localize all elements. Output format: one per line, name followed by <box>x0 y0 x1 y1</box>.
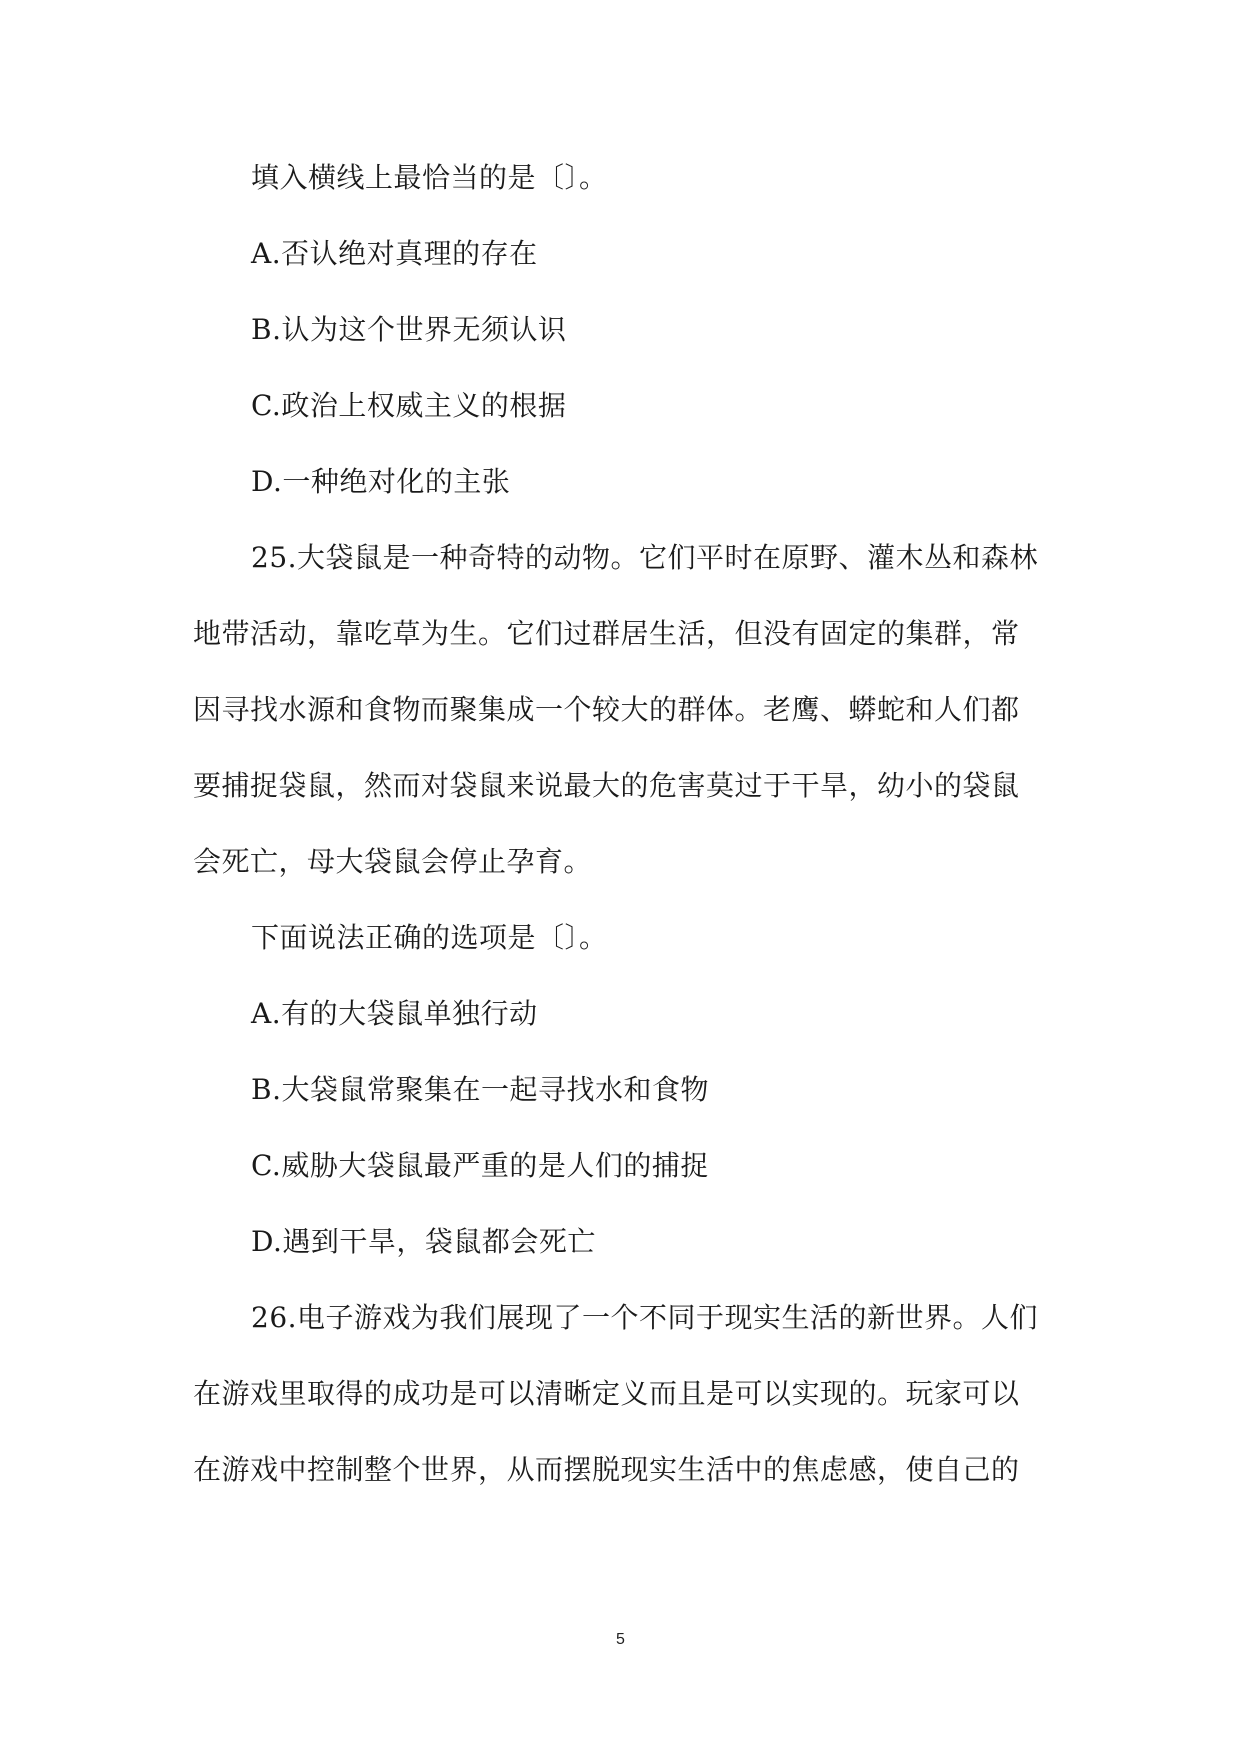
question-25-option-a: A.有的大袋鼠单独行动 <box>251 997 538 1030</box>
page-number: 5 <box>616 1631 625 1648</box>
question-25-line-4: 要捕捉袋鼠，然而对袋鼠来说最大的危害莫过于干旱，幼小的袋鼠 <box>193 769 1020 802</box>
question-26-line-3: 在游戏中控制整个世界，从而摆脱现实生活中的焦虑感，使自己的 <box>193 1453 1020 1486</box>
question-26-line-2: 在游戏里取得的成功是可以清晰定义而且是可以实现的。玩家可以 <box>193 1377 1020 1410</box>
question-25-option-b: B.大袋鼠常聚集在一起寻找水和食物 <box>251 1073 709 1106</box>
question-25-line-5: 会死亡，母大袋鼠会停止孕育。 <box>193 845 593 878</box>
question-25-line-2: 地带活动，靠吃草为生。它们过群居生活，但没有固定的集群，常 <box>193 617 1020 650</box>
question-25-prompt: 下面说法正确的选项是〔〕。 <box>251 921 608 954</box>
question-26-line-1: 26.电子游戏为我们展现了一个不同于现实生活的新世界。人们 <box>251 1301 1039 1334</box>
question-25-option-c: C.威胁大袋鼠最严重的是人们的捕捉 <box>251 1149 709 1182</box>
question-25-line-3: 因寻找水源和食物而聚集成一个较大的群体。老鹰、蟒蛇和人们都 <box>193 693 1020 726</box>
option-c: C.政治上权威主义的根据 <box>251 389 567 422</box>
question-prompt: 填入横线上最恰当的是〔〕。 <box>251 161 608 194</box>
question-25-option-d: D.遇到干旱，袋鼠都会死亡 <box>251 1225 596 1258</box>
option-b: B.认为这个世界无须认识 <box>251 313 567 346</box>
option-d: D.一种绝对化的主张 <box>251 465 511 498</box>
question-25-line-1: 25.大袋鼠是一种奇特的动物。它们平时在原野、灌木丛和森林 <box>251 541 1039 574</box>
option-a: A.否认绝对真理的存在 <box>251 237 538 270</box>
